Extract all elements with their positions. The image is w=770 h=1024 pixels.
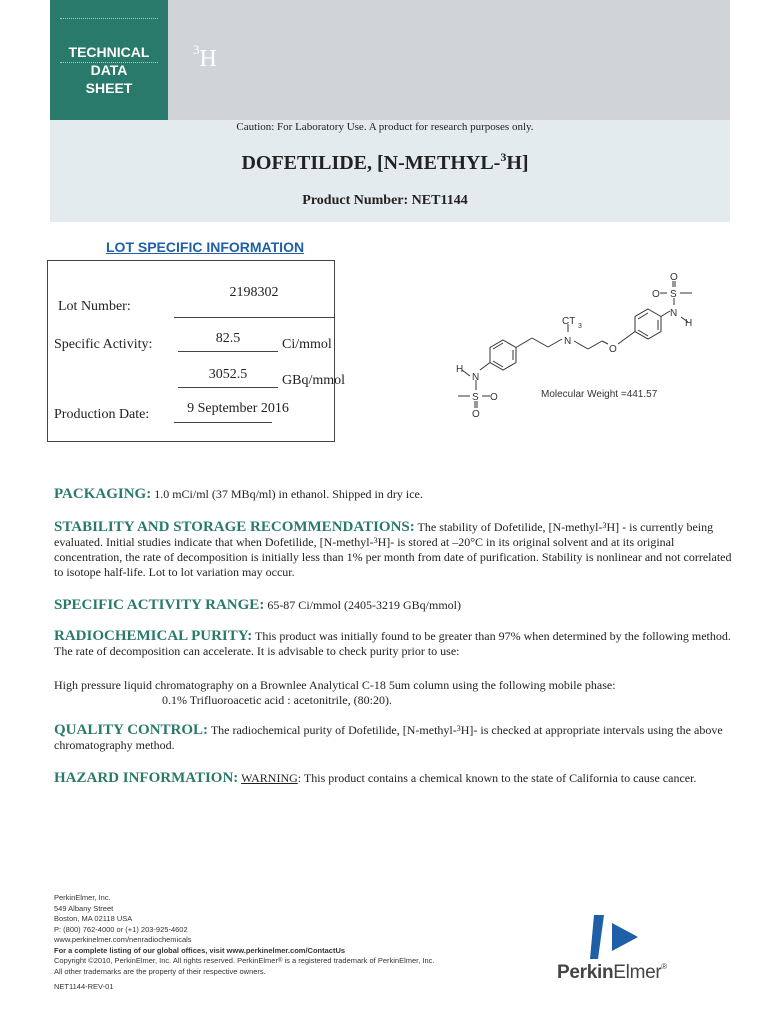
document-revision-code: NET1144-REV-01 [54, 982, 114, 991]
section-text: This product was initially found to be greater than 97% when determined by the following method. The rate of decomposition can accelerate. It is advisable to check purity prior to use: [54, 629, 731, 658]
packaging-section [54, 487, 738, 502]
atom-label: N [472, 372, 480, 383]
warning-label: WARNING [241, 771, 298, 785]
phone-line: P: (800) 762-4000 or (+1) 203-925-4602 [54, 924, 188, 934]
underline [174, 422, 272, 423]
section-text: The stability of Dofetilide, [N-methyl- [414, 520, 603, 534]
lot-number-label: Lot Number: [58, 299, 131, 314]
ci-unit: Ci/mmol [282, 337, 332, 352]
specific-activity-range-section [54, 598, 738, 613]
section-text: 65-87 Ci/mmol (2405-3219 GBq/mmol) [264, 598, 461, 612]
atom-label: O [490, 392, 498, 403]
molecular-weight: Molecular Weight =441.57 [541, 389, 658, 400]
atom-label: S [472, 392, 479, 403]
atom-label: N [670, 308, 678, 319]
lot-number-value: 2198302 [229, 285, 279, 300]
title-isotope-mass: 3 [500, 150, 507, 164]
isotope-label [193, 42, 217, 73]
method-line: High pressure liquid chromatography on a Brownlee Analytical C-18 5um column using the following mobile phase: [54, 678, 616, 692]
atom-label: O [670, 272, 678, 283]
stability-section [54, 520, 738, 580]
specific-activity-gbq-value: 3052.5 [208, 367, 248, 382]
section-text: The radiochemical purity of Dofetilide, [N-methyl- [208, 723, 457, 737]
section-title: HAZARD INFORMATION: [54, 770, 239, 786]
logo-text: Elmer [613, 962, 662, 983]
section-title: QUALITY CONTROL: [54, 722, 209, 738]
atom-label: CT [562, 316, 576, 327]
website-line: www.perkinelmer.com/nenradiochemicals [54, 935, 192, 944]
underline [178, 387, 278, 388]
superscript: 3 [602, 521, 607, 530]
atom-subscript: 3 [578, 323, 582, 330]
superscript: 3 [456, 724, 461, 733]
section-title: PACKAGING: [54, 486, 152, 502]
footer-contact [54, 893, 474, 977]
copyright-line [54, 956, 474, 967]
specific-activity-ci-value: 82.5 [215, 331, 241, 346]
specific-activity-label: Specific Activity: [54, 337, 153, 352]
dotted-divider [60, 18, 158, 19]
lot-info-heading: LOT SPECIFIC INFORMATION [106, 239, 305, 255]
structure-atom-labels [456, 272, 692, 420]
atom-label: N [564, 336, 572, 347]
underline [174, 317, 334, 318]
lot-info-box [47, 260, 346, 442]
copyright-text: is a registered trademark of PerkinElmer, Inc. [282, 956, 435, 965]
molecular-structure-diagram [440, 262, 730, 432]
document-type-box [50, 0, 168, 120]
isotope-symbol: H [199, 46, 217, 72]
doc-type-line: DATA [90, 62, 128, 78]
section-title: STABILITY AND STORAGE RECOMMENDATIONS: [54, 519, 415, 535]
gbq-unit: GBq/mmol [282, 373, 346, 388]
production-date-value: 9 September 2016 [187, 401, 289, 416]
atom-label: S [670, 289, 677, 300]
address-line: 549 Albany Street [54, 903, 114, 913]
production-date-label: Production Date: [54, 407, 150, 422]
radiochemical-purity-section [54, 629, 738, 659]
hazard-section [54, 771, 738, 786]
section-text: : This product contains a chemical known to the state of California to cause cancer. [297, 771, 697, 785]
section-title: RADIOCHEMICAL PURITY: [54, 628, 253, 644]
atom-label: H [456, 364, 464, 375]
section-text: H] - is currently being evaluated. Initial studies indicate that when Dofetilide, [N-methyl- [54, 520, 714, 549]
offices-line: For a complete listing of our global offices, visit www.perkinelmer.com/ContactUs [54, 945, 346, 955]
caution-note: Caution: For Laboratory Use. A product for research purposes only. [236, 121, 534, 133]
hplc-method [54, 678, 738, 708]
company-name: PerkinElmer, Inc. [54, 893, 111, 902]
perkinelmer-logo-icon [590, 913, 650, 961]
registered-mark: ® [277, 958, 283, 964]
registered-mark: ® [661, 962, 668, 971]
title-suffix: H] [506, 152, 529, 174]
section-text: 1.0 mCi/ml (37 MBq/ml) in ethanol. Shipped in dry ice. [151, 487, 423, 501]
section-text: H]- is stored at –20°C in its original solvent and at its original concentration, the rate of decomposition is initially less than 1% per month from date of purification. Stability is nonlinear and not correlated to isotope half-life. Lot to lot variation may occur. [54, 535, 732, 579]
product-number: Product Number: NET1144 [302, 193, 468, 208]
benzene-ring-left [490, 340, 516, 370]
perkinelmer-logo [557, 962, 667, 984]
section-text: H]- is checked at appropriate intervals using the above chromatography method. [54, 723, 723, 752]
page-title [0, 152, 770, 175]
copyright-text: Copyright ©2010, PerkinElmer, Inc. All rights reserved. PerkinElmer [54, 956, 278, 965]
superscript: 3 [373, 536, 378, 545]
atom-label: O [652, 289, 660, 300]
logo-text-bold: Perkin [557, 962, 614, 983]
quality-control-section [54, 723, 738, 753]
doc-type-line: SHEET [85, 80, 133, 96]
atom-label: H [685, 318, 693, 329]
title-prefix: DOFETILIDE, [N-METHYL- [241, 152, 501, 174]
isotope-mass: 3 [193, 42, 200, 57]
atom-label: O [472, 409, 480, 420]
document-type-label [50, 43, 168, 97]
section-title: SPECIFIC ACTIVITY RANGE: [54, 597, 265, 613]
mobile-phase-line: 0.1% Trifluoroacetic acid : acetonitrile, (80:20). [162, 693, 392, 707]
trademark-line: All other trademarks are the property of their respective owners. [54, 966, 266, 976]
address-line: Boston, MA 02118 USA [54, 914, 133, 923]
doc-type-line: TECHNICAL [68, 44, 150, 60]
underline [178, 351, 278, 352]
atom-label: O [609, 344, 617, 355]
